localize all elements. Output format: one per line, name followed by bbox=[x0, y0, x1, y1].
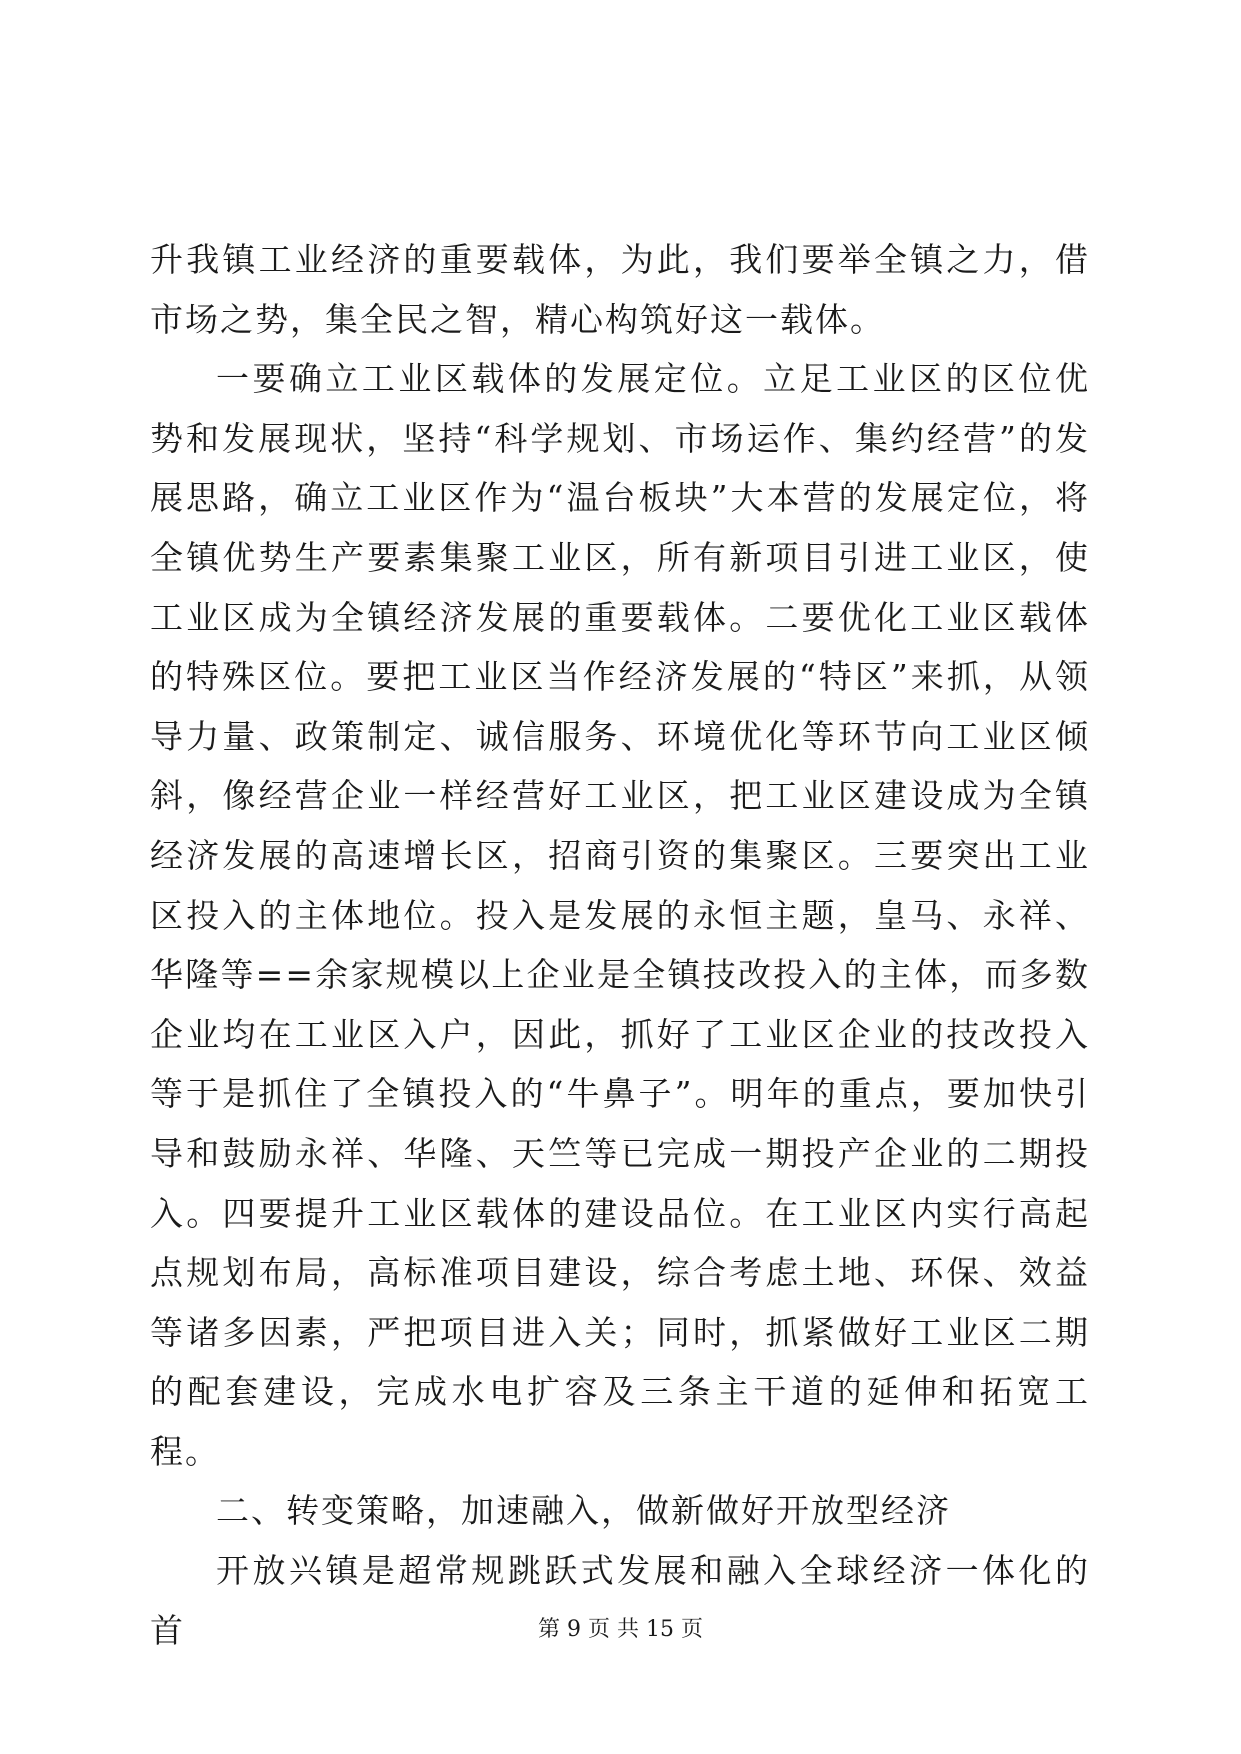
section-heading: 二、转变策略，加速融入，做新做好开放型经济 bbox=[216, 1491, 951, 1531]
body-text bbox=[150, 230, 1090, 1660]
paragraph-2: 一要确立工业区载体的发展定位。立足工业区的区位优势和发展现状，坚持“科学规划、市场运作、集约经营”的发展思路，确立工业区作为“温台板块”大本营的发展定位，将全镇优势生产要素集聚工业区，所有新项目引进工业区，使工业区成为全镇经济发展的重要载体。二要优化工业区载体的特殊区位。要把工业区当作经济发展的“特区”来抓，从领导力量、政策制定、诚信服务、环境优化等环节向工业区倾斜，像经营企业一样经营好工业区，把工业区建设成为全镇经济发展的高速增长区，招商引资的集聚区。三要突出工业区投入的主体地位。投入是发展的永恒主题，皇马、永祥、华隆等==余家规模以上企业是全镇技改投入的主体，而多数企业均在工业区入户，因此，抓好了工业区企业的技改投入等于是抓住了全镇投入的“牛鼻子”。明年的重点，要加快引导和鼓励永祥、华隆、天竺等已完成一期投产企业的二期投入。四要提升工业区载体的建设品位。在工业区内实行高起点规划布局，高标准项目建设，综合考虑土地、环保、效益等诸多因素，严把项目进入关；同时，抓紧做好工业区二期的配套建设，完成水电扩容及三条主干道的延伸和拓宽工程。 bbox=[150, 359, 1090, 1471]
paragraph-3: 开放兴镇是超常规跳跃式发展和融入全球经济一体化的首 bbox=[150, 1551, 1090, 1650]
paragraph-1: 升我镇工业经济的重要载体，为此，我们要举全镇之力，借市场之势，集全民之智，精心构筑好这一载体。 bbox=[150, 240, 1090, 339]
page-footer: 第 9 页 共 15 页 bbox=[538, 1617, 703, 1642]
